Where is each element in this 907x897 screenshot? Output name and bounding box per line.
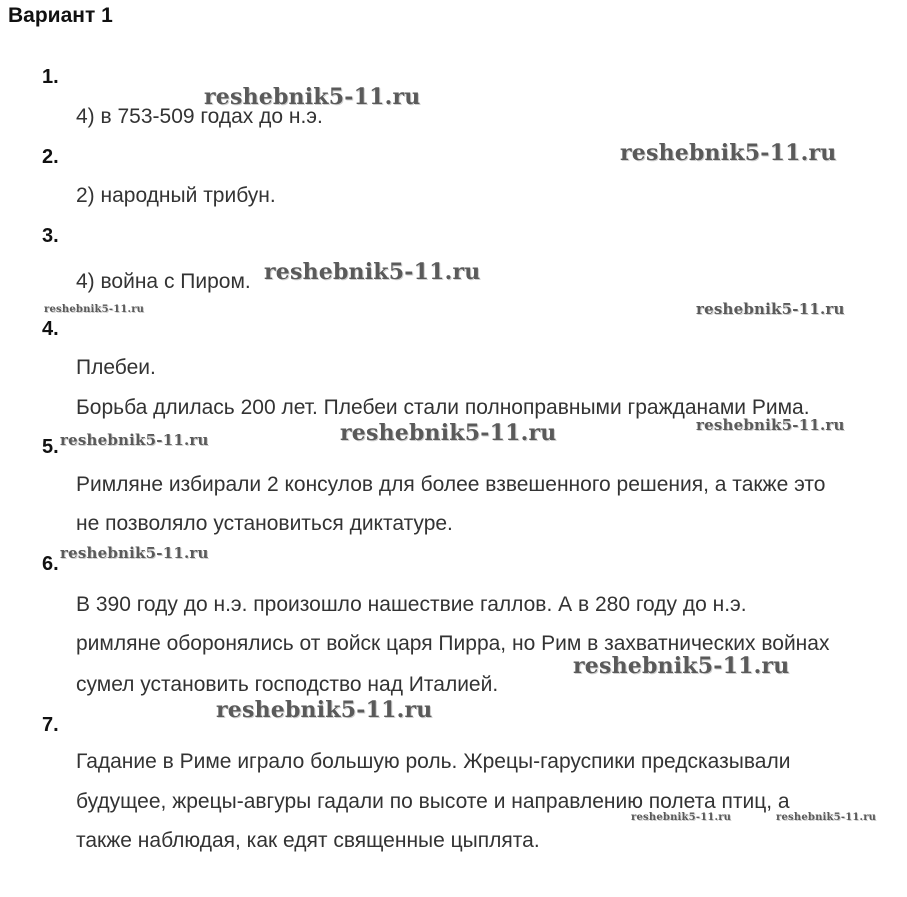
- item-number: 4.: [42, 318, 59, 340]
- answer-line: не позволяло установиться диктатуре.: [76, 512, 453, 535]
- item-number: 1.: [42, 66, 59, 88]
- watermark: reshebnik5-11.ru: [264, 259, 481, 285]
- answer-line: Римляне избирали 2 консулов для более взвешенного решения, а также это: [76, 473, 826, 496]
- watermark: reshebnik5-11.ru: [60, 544, 209, 562]
- item-number: 2.: [42, 146, 59, 168]
- watermark: reshebnik5-11.ru: [204, 84, 421, 110]
- watermark: reshebnik5-11.ru: [696, 416, 845, 434]
- page-title: Вариант 1: [8, 4, 113, 27]
- watermark: reshebnik5-11.ru: [60, 431, 209, 449]
- watermark: reshebnik5-11.ru: [340, 420, 557, 446]
- watermark: reshebnik5-11.ru: [776, 812, 877, 823]
- watermark: reshebnik5-11.ru: [216, 697, 433, 723]
- item-number: 7.: [42, 714, 59, 736]
- item-number: 5.: [42, 436, 59, 458]
- answer-line: Гадание в Риме играло большую роль. Жрецы-гаруспики предсказывали: [76, 750, 791, 773]
- watermark: reshebnik5-11.ru: [44, 304, 145, 315]
- answer-line: 4) война с Пиром.: [76, 270, 251, 293]
- item-number: 6.: [42, 553, 59, 575]
- answer-line: 2) народный трибун.: [76, 184, 276, 207]
- watermark: reshebnik5-11.ru: [573, 653, 790, 679]
- answer-line: Борьба длилась 200 лет. Плебеи стали полноправными гражданами Рима.: [76, 396, 810, 419]
- item-number: 3.: [42, 225, 59, 247]
- answer-line: В 390 году до н.э. произошло нашествие галлов. А в 280 году до н.э.: [76, 593, 747, 616]
- watermark: reshebnik5-11.ru: [620, 140, 837, 166]
- answer-line: 4) в 753-509 годах до н.э.: [76, 105, 323, 128]
- watermark: reshebnik5-11.ru: [696, 300, 845, 318]
- watermark: reshebnik5-11.ru: [631, 812, 732, 823]
- answer-line: римляне оборонялись от войск царя Пирра, но Рим в захватнических войнах: [76, 632, 830, 655]
- answer-line: Плебеи.: [76, 356, 156, 379]
- answer-line: сумел установить господство над Италией.: [76, 673, 499, 696]
- answer-line: будущее, жрецы-авгуры гадали по высоте и направлению полета птиц, а: [76, 790, 790, 813]
- answer-line: также наблюдая, как едят священные цыплята.: [76, 829, 540, 852]
